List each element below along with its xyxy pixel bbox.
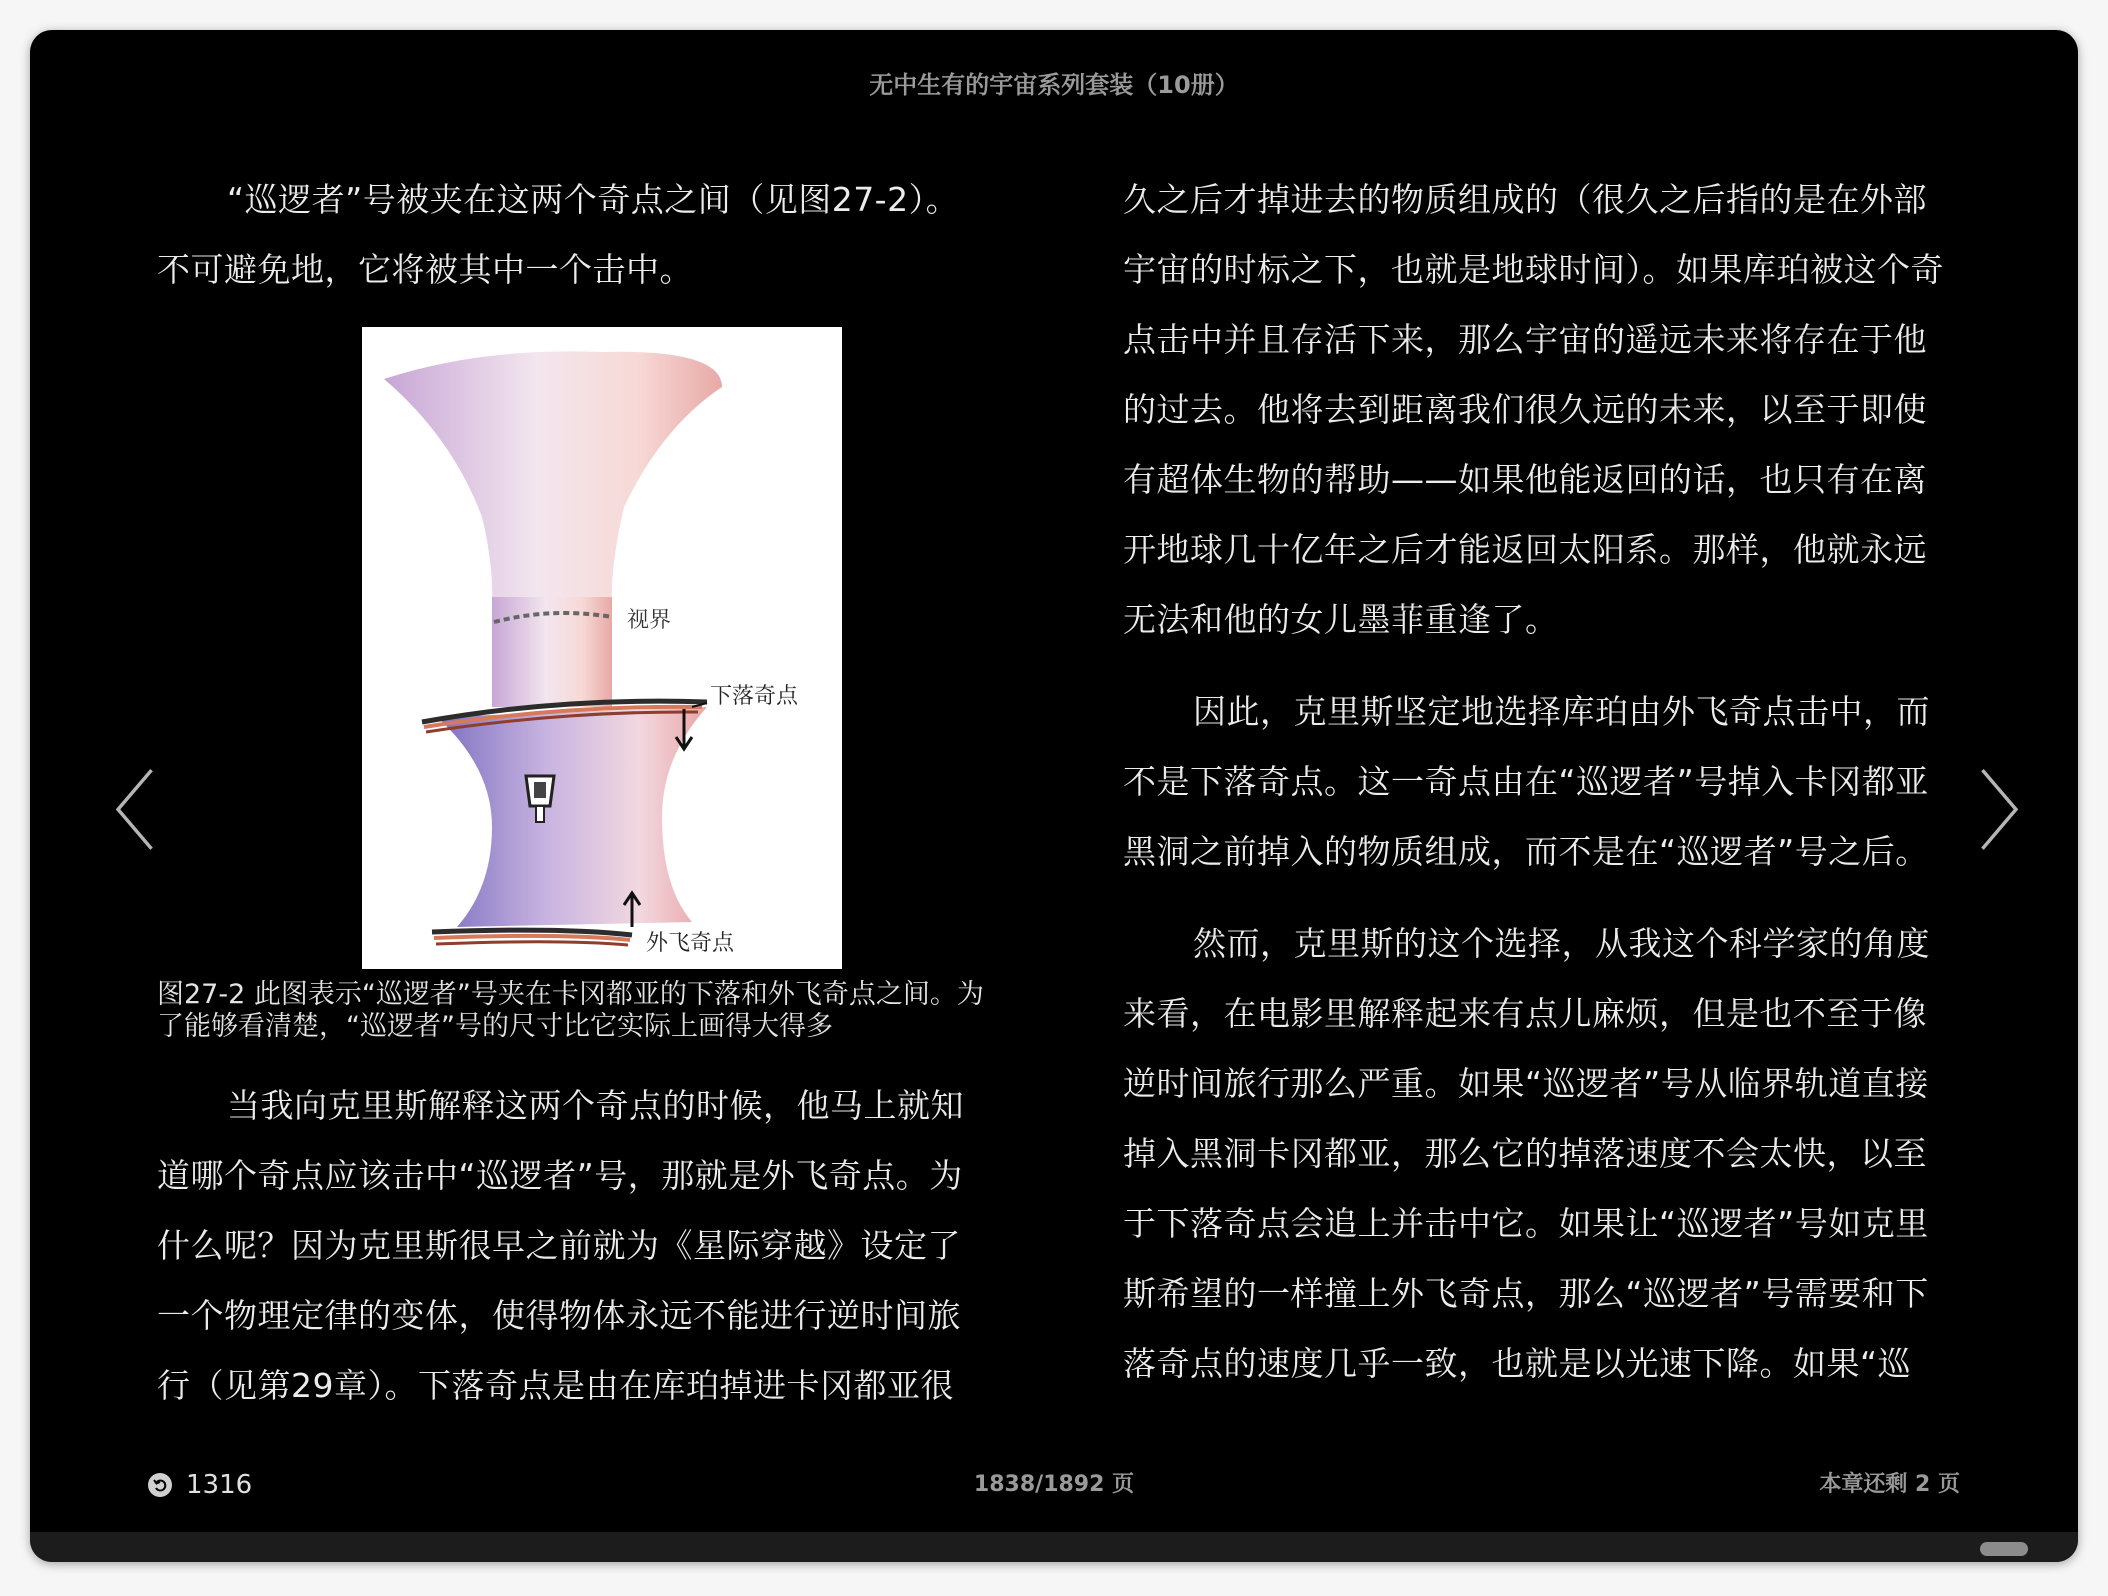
chapter-pages-remaining: 本章还剩 2 页 [1819,1472,1960,1497]
right-paragraph-3: 然而，克里斯的这个选择，从我这个科学家的角度来看，在电影里解释起来有点儿麻烦，但是也不至于像逆时间旅行那么严重。如果“巡逻者”号从临界轨道直接掉入黑洞卡冈都亚，那么它的掉落速度不会太快，以至于下落奇点会追上并击中它。如果让“巡逻者”号如克里斯希望的一样撞上外飞奇点，那么“巡逻者”号需要和下落奇点的速度几乎一致，也就是以光速下降。如果“巡 [1123,924,1930,1383]
label-horizon: 视界 [627,608,672,633]
left-page-column [157,165,987,1421]
wormhole-diagram [362,327,842,969]
right-paragraph-2: 因此，克里斯坚定地选择库珀由外飞奇点击中，而不是下落奇点。这一奇点由在“巡逻者”号掉入卡冈都亚黑洞之前掉入的物质组成，而不是在“巡逻者”号之后。 [1123,692,1930,871]
page-indicator: 1838/1892 页 [973,1472,1135,1497]
reader-window [30,30,2078,1562]
lower-section-shape [437,707,707,927]
right-paragraph-1: 久之后才掉进去的物质组成的（很久之后指的是在外部宇宙的时标之下，也就是地球时间）。如果库珀被这个奇点击中并且存活下来，那么宇宙的遥远未来将存在于他的过去。他将去到距离我们很久远的未来，以至于即使有超体生物的帮助——如果他能返回的话，也只有在离开地球几十亿年之后才能返回太阳系。那样，他就永远无法和他的女儿墨菲重逢了。 [1123,180,1944,639]
label-infalling-singularity: 下落奇点 [710,684,799,709]
back-location-count: 1316 [186,1470,253,1500]
chevron-left-icon[interactable]: 〈 [70,763,156,863]
right-page-column [1123,165,1953,1399]
scroll-handle[interactable] [1980,1542,2028,1556]
upper-funnel-shape [384,351,722,607]
figure-27-2 [362,327,842,969]
bottom-bar [30,1532,2078,1562]
label-outflying-singularity: 外飞奇点 [646,931,735,956]
left-paragraph-1: “巡逻者”号被夹在这两个奇点之间（见图27-2）。不可避免地，它将被其中一个击中。 [157,180,960,289]
book-title: 无中生有的宇宙系列套装（10册） [869,71,1239,99]
chevron-right-icon[interactable]: 〉 [1978,763,2064,863]
figure-caption: 图27-2 此图表示“巡逻者”号夹在卡冈都亚的下落和外飞奇点之间。为了能够看清楚，“巡逻者”号的尺寸比它实际上画得大得多 [157,979,984,1042]
left-paragraph-2: 当我向克里斯解释这两个奇点的时候，他马上就知道哪个奇点应该击中“巡逻者”号，那就是外飞奇点。为什么呢？因为克里斯很早之前就为《星际穿越》设定了一个物理定律的变体，使得物体永远不能进行逆时间旅行（见第29章）。下落奇点是由在库珀掉进卡冈都亚很 [157,1086,964,1405]
